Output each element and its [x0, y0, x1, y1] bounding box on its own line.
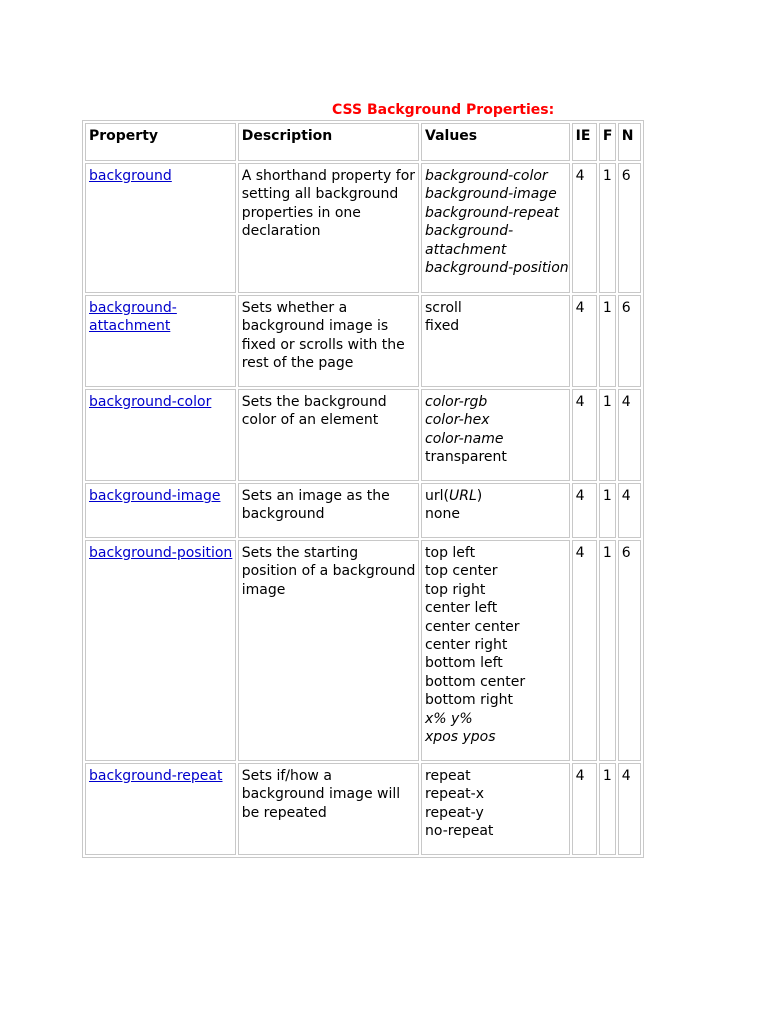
value-item: repeat [425, 768, 471, 784]
properties-table [82, 120, 644, 858]
value-item: background-color [425, 168, 548, 184]
value-item: no-repeat [425, 823, 494, 840]
ie-version-cell: 4 [572, 163, 597, 293]
property-link-background-attachment[interactable]: background-attachment [89, 300, 177, 335]
value-item: background-attachment [425, 223, 514, 258]
value-item: center left [425, 600, 498, 617]
netscape-version-cell: 6 [618, 163, 641, 293]
netscape-version-cell: 6 [618, 540, 641, 761]
ie-version-cell: 4 [572, 389, 597, 481]
value-item: top right [425, 581, 486, 598]
url-suffix: ) [476, 488, 483, 504]
firefox-version-cell: 1 [599, 295, 616, 387]
value-item: x% y% [425, 710, 473, 727]
url-param: URL [449, 488, 477, 504]
page-title: CSS Background Properties: [332, 102, 555, 118]
value-item: transparent [425, 449, 507, 466]
value-item: center center [425, 618, 520, 635]
value-item: fixed [425, 318, 460, 335]
ie-version-cell: 4 [572, 763, 597, 855]
value-item [425, 487, 568, 505]
table-row [85, 295, 641, 387]
value-item: repeat-x [425, 786, 484, 803]
table-row [85, 483, 641, 538]
value-item: center right [425, 637, 508, 654]
value-item: none [425, 506, 460, 523]
header-description: Description [238, 123, 419, 161]
property-cell [85, 540, 236, 761]
netscape-version-cell: 6 [618, 295, 641, 387]
netscape-version-cell: 4 [618, 483, 641, 538]
ie-version-cell: 4 [572, 540, 597, 761]
table-row [85, 389, 641, 481]
values-cell [421, 295, 570, 387]
property-cell [85, 295, 236, 387]
header-ie: IE [572, 123, 597, 161]
table-row [85, 540, 641, 761]
value-item: top left [425, 545, 476, 561]
description-cell: A shorthand property for setting all background properties in one declaration [238, 163, 419, 293]
property-cell [85, 483, 236, 538]
firefox-version-cell: 1 [599, 163, 616, 293]
value-item: background-position [425, 260, 569, 277]
description-cell: Sets the starting position of a background image [238, 540, 419, 761]
property-link-background-repeat[interactable]: background-repeat [89, 768, 223, 784]
value-item: color-hex [425, 412, 490, 429]
table-row [85, 163, 641, 293]
netscape-version-cell: 4 [618, 389, 641, 481]
header-f: F [599, 123, 616, 161]
header-property: Property [85, 123, 236, 161]
firefox-version-cell: 1 [599, 763, 616, 855]
value-item: background-image [425, 186, 557, 203]
property-cell [85, 163, 236, 293]
values-cell [421, 483, 570, 538]
values-cell [421, 763, 570, 855]
property-link-background-position[interactable]: background-position [89, 545, 233, 561]
values-cell [421, 540, 570, 761]
value-item: scroll [425, 300, 462, 316]
property-link-background-image[interactable]: background-image [89, 488, 221, 504]
header-values: Values [421, 123, 570, 161]
value-item: bottom right [425, 692, 513, 709]
netscape-version-cell: 4 [618, 763, 641, 855]
property-link-background[interactable]: background [89, 168, 172, 184]
firefox-version-cell: 1 [599, 540, 616, 761]
property-cell [85, 389, 236, 481]
url-prefix: url( [425, 488, 449, 504]
value-item: repeat-y [425, 804, 484, 821]
table-header-row [85, 123, 641, 161]
description-cell: Sets whether a background image is fixed or scrolls with the rest of the page [238, 295, 419, 387]
value-item: color-rgb [425, 394, 488, 410]
firefox-version-cell: 1 [599, 483, 616, 538]
ie-version-cell: 4 [572, 483, 597, 538]
description-cell: Sets the background color of an element [238, 389, 419, 481]
property-cell [85, 763, 236, 855]
header-n: N [618, 123, 641, 161]
value-item: top center [425, 563, 498, 580]
table-row [85, 763, 641, 855]
description-cell: Sets an image as the background [238, 483, 419, 538]
description-cell: Sets if/how a background image will be repeated [238, 763, 419, 855]
firefox-version-cell: 1 [599, 389, 616, 481]
value-item: background-repeat [425, 204, 560, 221]
value-item: xpos ypos [425, 729, 496, 746]
value-item: bottom center [425, 673, 526, 690]
values-cell [421, 389, 570, 481]
value-item: bottom left [425, 655, 503, 672]
values-cell [421, 163, 570, 293]
ie-version-cell: 4 [572, 295, 597, 387]
property-link-background-color[interactable]: background-color [89, 394, 212, 410]
value-item: color-name [425, 430, 504, 447]
